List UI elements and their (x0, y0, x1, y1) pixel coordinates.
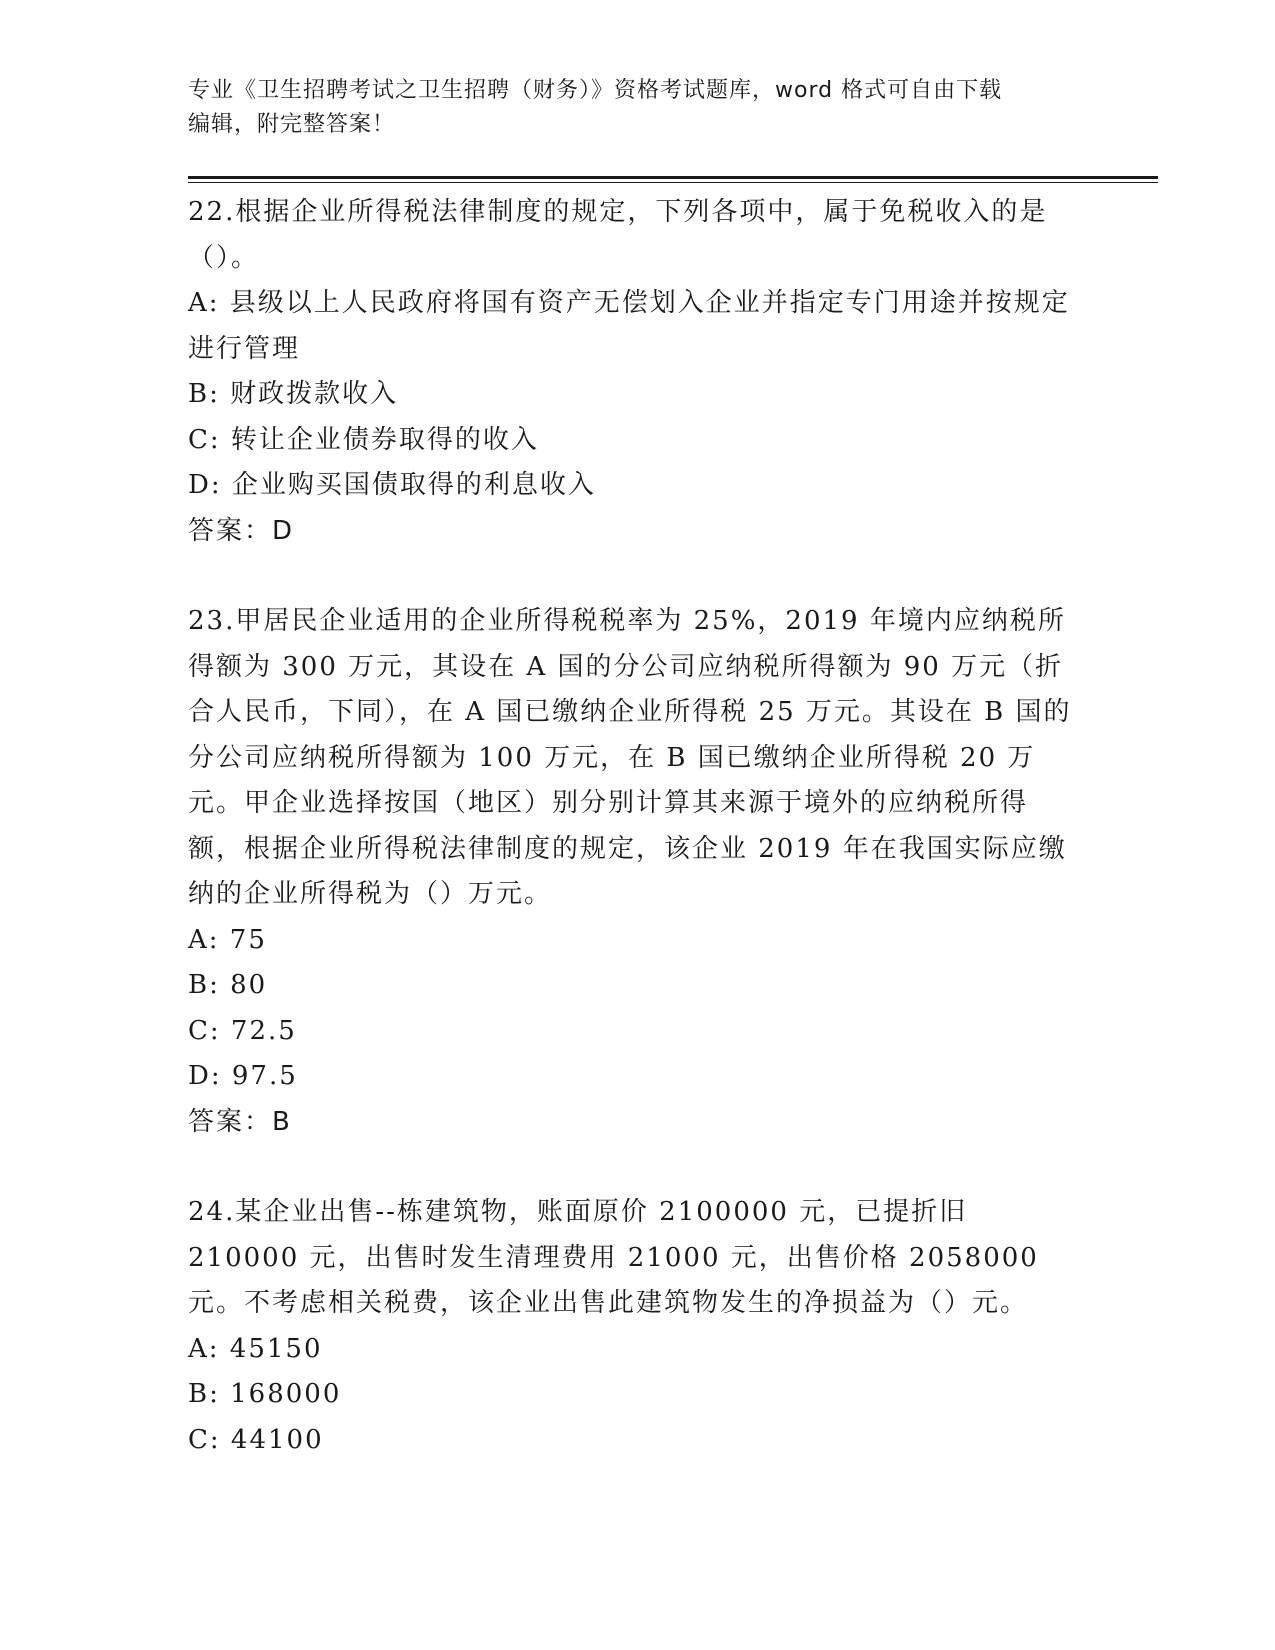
option-b: B: 168000 (188, 1379, 342, 1409)
option-b: B: 80 (188, 970, 268, 1000)
question-stem: 23.甲居民企业适用的企业所得税税率为 25%，2019 年境内应纳税所得额为 300 万元，其设在 A 国的分公司应纳税所得额为 90 万元（折合人民币，下同），在 A 国已缴纳企业所得税 25 万元。其设在 B 国的分公司应纳税所得额为 100 万元，在 B 国已缴纳企业所得税 20 万元。甲企业选择按国（地区）别分别计算其来源于境外的应纳税所得额，根据企业所得税法律制度的规定，该企业 2019 年在我国实际应缴纳的企业所得税为（）万元。 (188, 606, 1072, 909)
answer-label: 答案：B (188, 1106, 292, 1137)
question-spacer (188, 1145, 1078, 1190)
document-header (188, 74, 1088, 142)
option-d: D: 97.5 (188, 1061, 298, 1091)
option-c: C: 44100 (188, 1424, 324, 1455)
option-c: C: 72.5 (188, 1015, 297, 1046)
header-divider-thick (188, 176, 1158, 179)
header-line-1: 专业《卫生招聘考试之卫生招聘（财务）》资格考试题库，word 格式可自由下载 (188, 78, 1003, 103)
answer-label: 答案：D (188, 515, 295, 546)
header-divider-thin (188, 182, 1158, 183)
question-24 (188, 1190, 1078, 1463)
option-a (188, 281, 1078, 372)
question-stem: 24.某企业出售--栋建筑物，账面原价 2100000 元，已提折旧 210000 元，出售时发生清理费用 21000 元，出售价格 2058000 元。不考虑相关税费，该企业出售此建筑物发生的净损益为（）元。 (188, 1197, 1039, 1318)
question-23 (188, 599, 1078, 1145)
option-a: A: 75 (188, 924, 267, 955)
option-d: D: 企业购买国债取得的利息收入 (188, 470, 596, 500)
option-b: B: 财政拨款收入 (188, 379, 399, 409)
question-spacer (188, 554, 1078, 599)
option-c: C: 转让企业债券取得的收入 (188, 424, 539, 455)
header-line-2: 编辑，附完整答案！ (188, 112, 396, 137)
question-stem: 22.根据企业所得税法律制度的规定，下列各项中，属于免税收入的是（）。 (188, 197, 1048, 273)
option-text: A: 县级以上人民政府将国有资产无偿划入企业并指定专门用途并按规定进行管理 (188, 288, 1070, 364)
question-22 (188, 190, 1078, 554)
question-list (188, 190, 1078, 1463)
option-a: A: 45150 (188, 1333, 323, 1364)
